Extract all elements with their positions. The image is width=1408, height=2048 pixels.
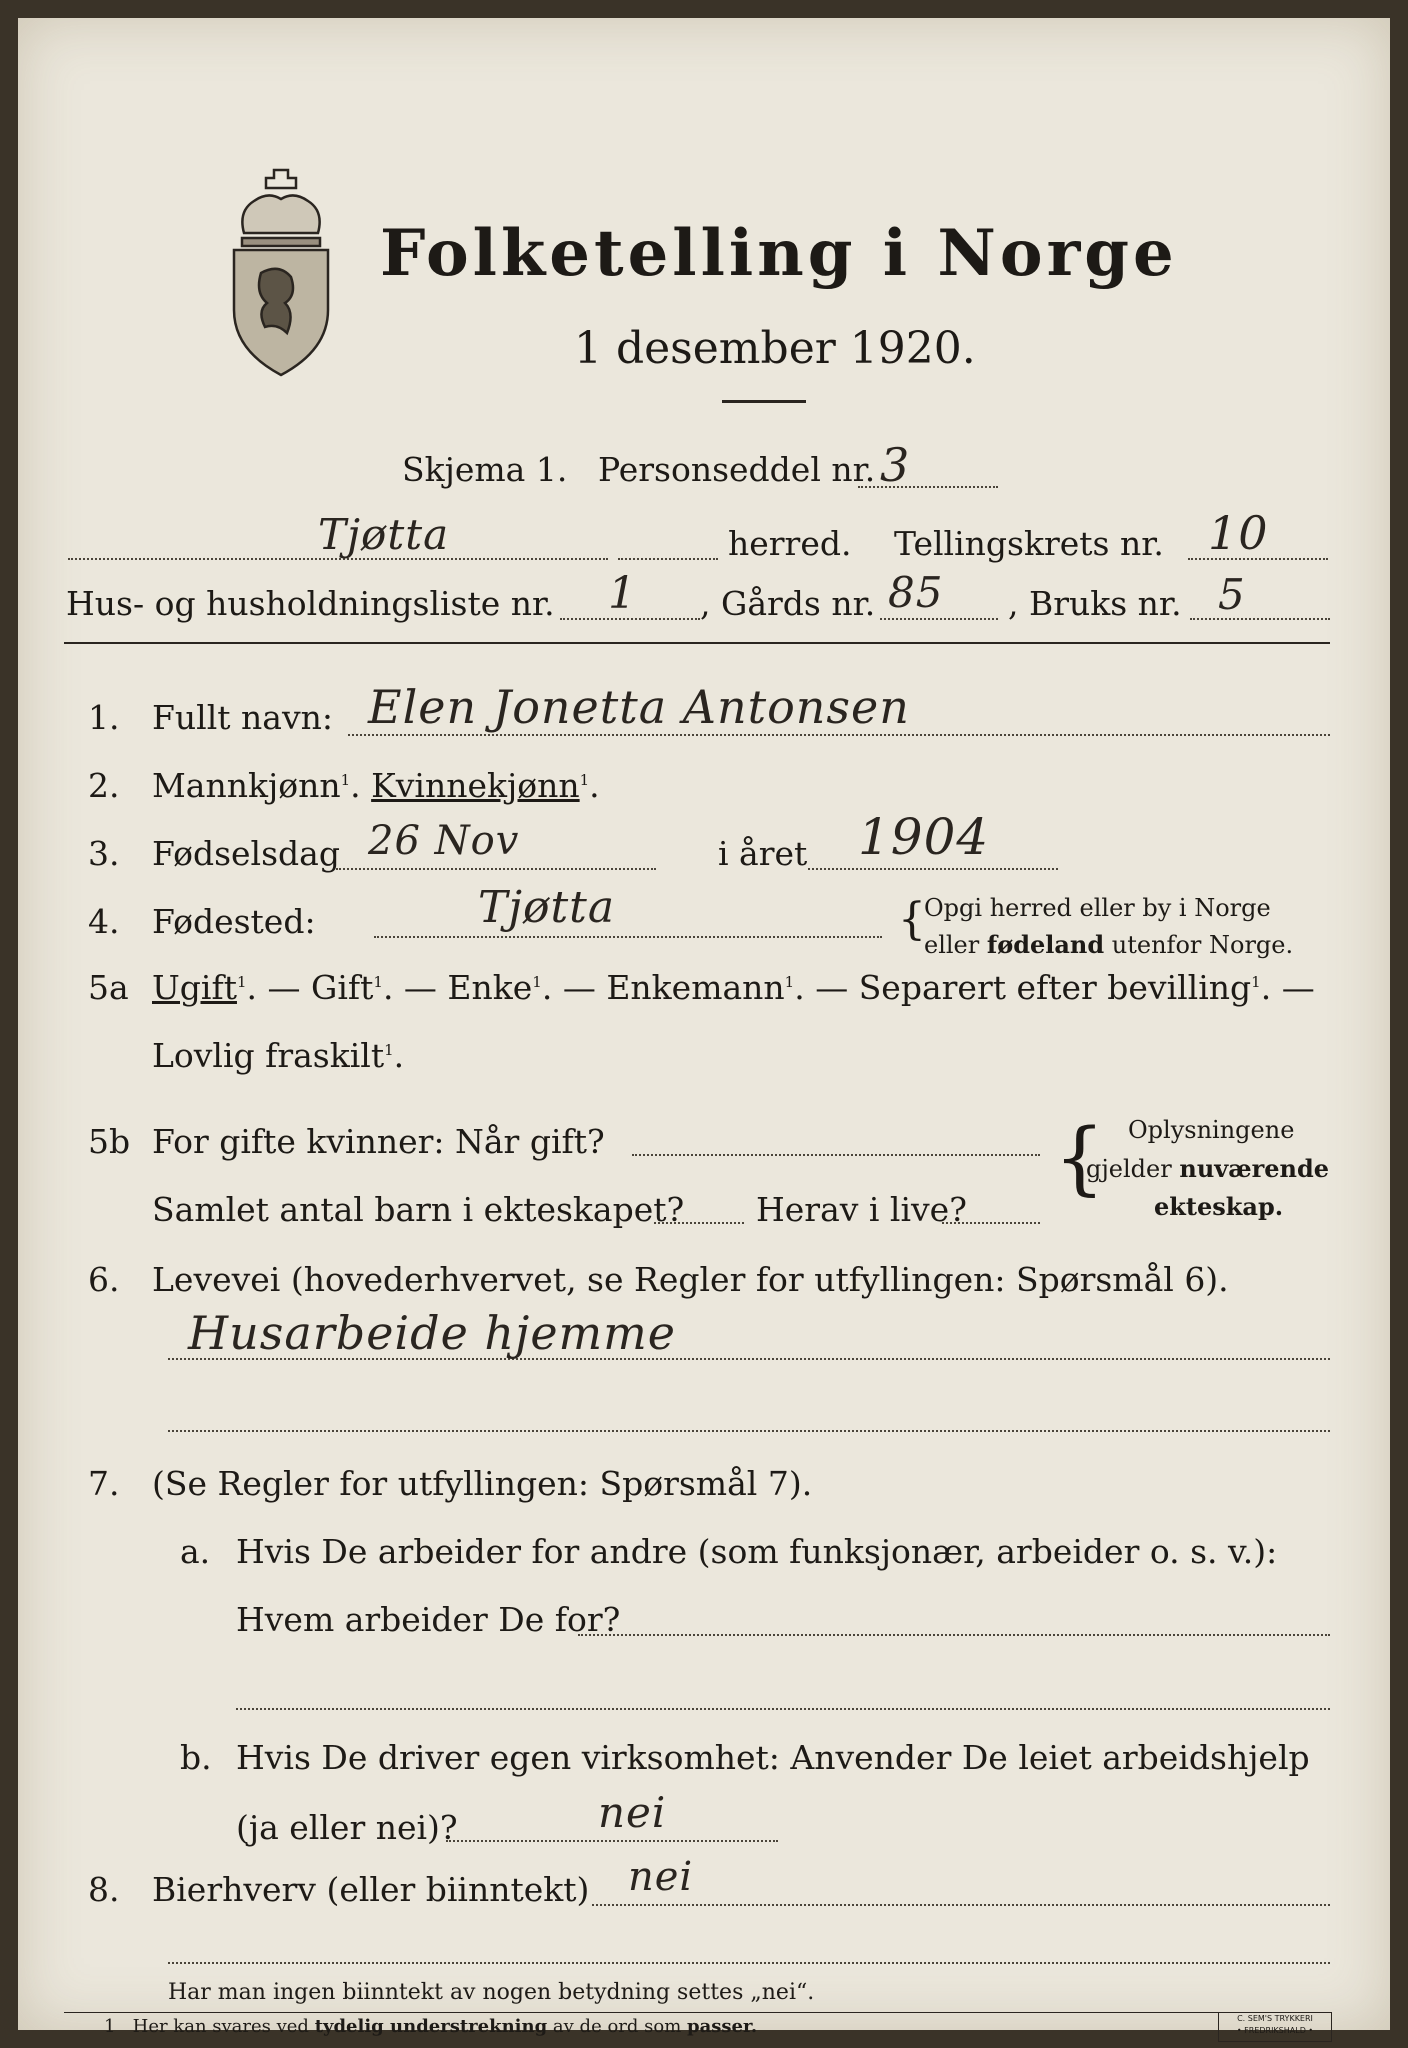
hired-help-line bbox=[446, 1840, 778, 1842]
gender-female[interactable]: Kvinnekjønn bbox=[371, 766, 580, 805]
q5b-note-1: Oplysningene bbox=[1128, 1116, 1295, 1144]
personseddel-label: Personseddel nr. bbox=[598, 450, 876, 489]
birthday-line bbox=[336, 868, 656, 870]
q7-label: (Se Regler for utfyllingen: Spørsmål 7). bbox=[152, 1464, 813, 1503]
employer-line[interactable] bbox=[578, 1634, 1330, 1636]
status-enke[interactable]: Enke bbox=[447, 968, 533, 1007]
q1-label: Fullt navn: bbox=[152, 698, 333, 737]
birthplace-value[interactable]: Tjøtta bbox=[478, 882, 616, 933]
bruks-value[interactable]: 5 bbox=[1218, 570, 1246, 619]
gards-label: , Gårds nr. bbox=[700, 584, 876, 623]
full-name-value[interactable]: Elen Jonetta Antonsen bbox=[368, 680, 910, 734]
footnote: 1 Her kan svares ved tydelig understrekning av de ord som passer. bbox=[104, 2016, 758, 2037]
tellingskrets-value[interactable]: 10 bbox=[1208, 506, 1269, 560]
hus-label: Hus- og husholdningsliste nr. bbox=[66, 584, 555, 623]
q7b-label-2: (ja eller nei)? bbox=[236, 1808, 458, 1847]
q5b-number: 5b bbox=[88, 1122, 131, 1161]
year-line bbox=[808, 868, 1058, 870]
q5b-brace: { bbox=[1054, 1111, 1105, 1204]
year-label: i året bbox=[718, 834, 808, 873]
q7b-number: b. bbox=[180, 1738, 212, 1777]
skjema-label: Skjema 1. bbox=[402, 450, 568, 489]
personseddel-value[interactable]: 3 bbox=[880, 438, 911, 492]
children-line[interactable] bbox=[654, 1222, 744, 1224]
employer-line-2[interactable] bbox=[236, 1708, 1330, 1710]
q4-brace: { bbox=[898, 894, 926, 945]
q4-note-2: eller fødeland utenfor Norge. bbox=[924, 930, 1294, 959]
q5b-note-3: ekteskap. bbox=[1154, 1192, 1284, 1221]
alive-line[interactable] bbox=[942, 1222, 1040, 1224]
q6-number: 6. bbox=[88, 1260, 120, 1299]
title-divider bbox=[722, 400, 806, 403]
personseddel-line bbox=[858, 486, 998, 488]
q7a-label-2: Hvem arbeider De for? bbox=[236, 1600, 621, 1639]
side-income-value[interactable]: nei bbox=[628, 1854, 694, 1900]
gender-options: Mannkjønn$^1$. Kvinnekjønn$^1$. bbox=[152, 766, 600, 805]
tellingskrets-label: Tellingskrets nr. bbox=[894, 524, 1164, 563]
footer-divider bbox=[64, 2012, 1330, 2013]
status-fraskilt[interactable]: Lovlig fraskilt$^1$. bbox=[152, 1036, 405, 1075]
q5b-label-married: For gifte kvinner: Når gift? bbox=[152, 1122, 605, 1161]
q5a-number: 5a bbox=[88, 968, 129, 1007]
q3-number: 3. bbox=[88, 834, 120, 873]
header-divider bbox=[64, 642, 1330, 644]
footer-note: Har man ingen biinntekt av nogen betydning settes „nei“. bbox=[168, 1980, 815, 2005]
q4-label: Fødested: bbox=[152, 902, 316, 941]
status-ugift[interactable]: Ugift bbox=[152, 968, 237, 1007]
q1-number: 1. bbox=[88, 698, 120, 737]
side-income-line bbox=[592, 1904, 1330, 1906]
q3-label: Fødselsdag bbox=[152, 834, 340, 873]
q7a-label: Hvis De arbeider for andre (som funksjonær, arbeider o. s. v.): bbox=[236, 1532, 1278, 1571]
bruks-label: , Bruks nr. bbox=[1008, 584, 1182, 623]
birthplace-line bbox=[374, 936, 882, 938]
marital-status-options: Ugift$^1$. — Gift$^1$. — Enke$^1$. — Enkemann$^1$. — Separert efter bevilling$^1$. — bbox=[152, 968, 1315, 1007]
status-separert[interactable]: Separert efter bevilling bbox=[858, 968, 1252, 1007]
married-when-line[interactable] bbox=[632, 1154, 1040, 1156]
coat-of-arms-icon bbox=[226, 158, 336, 383]
herred-label: herred. bbox=[728, 524, 852, 563]
herred-value[interactable]: Tjøtta bbox=[318, 510, 450, 559]
status-gift[interactable]: Gift bbox=[311, 968, 374, 1007]
printer-mark: C. SEM'S TRYKKERI • FREDRIKSHALD • bbox=[1218, 2012, 1332, 2042]
q4-number: 4. bbox=[88, 902, 120, 941]
hired-help-value[interactable]: nei bbox=[598, 1788, 667, 1837]
q7-number: 7. bbox=[88, 1464, 120, 1503]
q5b-note-2: gjelder nuværende bbox=[1086, 1154, 1330, 1183]
bruks-line bbox=[1190, 618, 1330, 620]
q5b-label-alive: Herav i live? bbox=[756, 1190, 967, 1229]
status-enkemann[interactable]: Enkemann bbox=[606, 968, 785, 1007]
census-form bbox=[18, 18, 1390, 2030]
gards-value[interactable]: 85 bbox=[888, 568, 944, 617]
occupation-line-2[interactable] bbox=[168, 1430, 1330, 1432]
q8-number: 8. bbox=[88, 1870, 120, 1909]
q7b-label: Hvis De driver egen virksomhet: Anvender De leiet arbeidshjelp bbox=[236, 1738, 1310, 1777]
q6-label: Levevei (hovederhvervet, se Regler for utfyllingen: Spørsmål 6). bbox=[152, 1260, 1229, 1299]
census-date: 1 desember 1920. bbox=[574, 323, 976, 374]
q2-number: 2. bbox=[88, 766, 120, 805]
gards-line bbox=[880, 618, 998, 620]
form-title: Folketelling i Norge bbox=[380, 216, 1178, 291]
occupation-value[interactable]: Husarbeide hjemme bbox=[188, 1306, 677, 1360]
gender-male[interactable]: Mannkjønn bbox=[152, 766, 341, 805]
birthday-value[interactable]: 26 Nov bbox=[368, 818, 520, 864]
side-income-line-2[interactable] bbox=[168, 1962, 1330, 1964]
birth-year-value[interactable]: 1904 bbox=[858, 808, 990, 866]
q5b-label-children: Samlet antal barn i ekteskapet? bbox=[152, 1190, 685, 1229]
q1-line bbox=[348, 734, 1330, 736]
q4-note-1: Opgi herred eller by i Norge bbox=[924, 894, 1271, 922]
q7a-number: a. bbox=[180, 1532, 211, 1571]
hus-value[interactable]: 1 bbox=[608, 568, 637, 619]
q8-label: Bierhverv (eller biinntekt) bbox=[152, 1870, 590, 1909]
